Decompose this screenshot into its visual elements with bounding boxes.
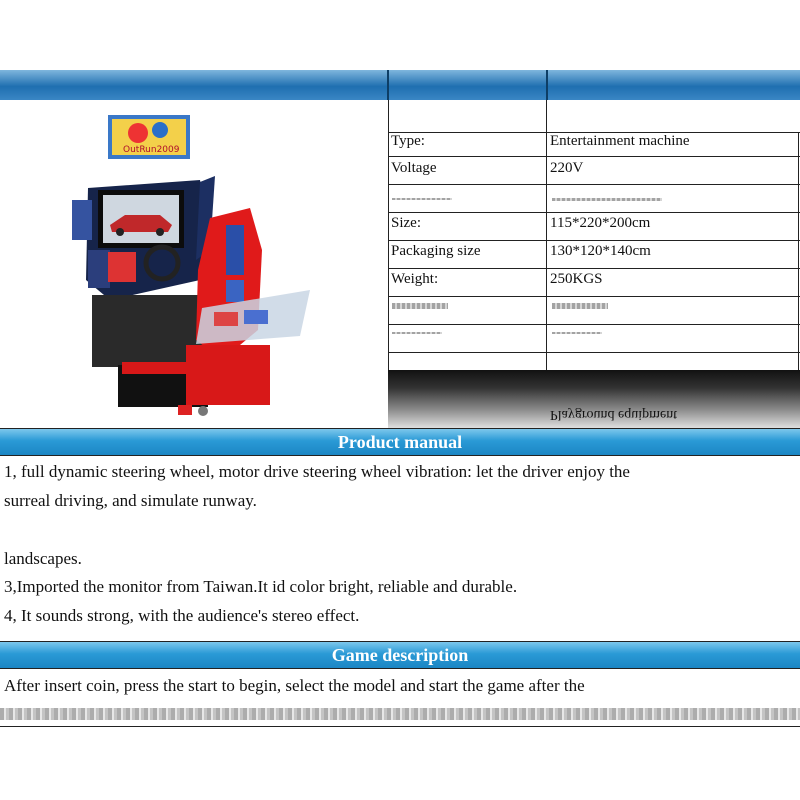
manual-line: surreal driving, and simulate runway.: [4, 491, 257, 510]
manual-line: landscapes.: [4, 549, 82, 568]
spec-label: Type:: [391, 133, 425, 149]
spec-table: [388, 100, 800, 428]
spec-label: Packaging size: [391, 243, 481, 259]
spec-value: 115*220*200cm: [550, 215, 651, 231]
header-band: [0, 70, 800, 100]
spec-row-packaging-size: [388, 240, 800, 268]
section-title: Game description: [331, 645, 469, 665]
spec-row-voltage: [388, 157, 800, 185]
product-sheet: [0, 70, 800, 730]
illegible-text: [392, 332, 442, 334]
product-photo: [0, 100, 387, 428]
game-description-heading: [0, 641, 800, 669]
marquee-text: OutRun2009: [123, 145, 180, 155]
game-description-line: After insert coin, press the start to begin, select the model and start the game after the: [4, 676, 585, 695]
spec-label: Voltage: [391, 160, 437, 176]
illegible-text: [392, 198, 452, 200]
manual-line: 1, full dynamic steering wheel, motor drive steering wheel vibration: let the driver enjoy the: [4, 462, 630, 481]
manual-line: 4, It sounds strong, with the audience's stereo effect.: [4, 606, 360, 625]
spec-row-type: [388, 130, 800, 158]
manual-line: 3,Imported the monitor from Taiwan.It id color bright, reliable and durable.: [4, 577, 518, 596]
spec-value: 220V: [550, 160, 584, 176]
illegible-text: [552, 303, 608, 309]
spec-label: Weight:: [391, 271, 439, 287]
spec-row-weight: [388, 268, 800, 296]
illegible-text: [552, 332, 602, 334]
spec-value: 130*120*140cm: [550, 243, 651, 259]
product-manual-heading: [0, 428, 800, 456]
arcade-machine-image: [0, 100, 387, 428]
spec-value: 250KGS: [550, 271, 603, 287]
spec-value: Entertainment machine: [550, 133, 690, 149]
spec-label: Size:: [391, 215, 421, 231]
section-title: Product manual: [337, 432, 463, 452]
illegible-text: [552, 198, 662, 201]
spec-row-size: [388, 212, 800, 240]
illegible-text: [392, 303, 448, 309]
illegible-footer: [0, 708, 800, 720]
reflected-text: Playground equipment: [550, 407, 678, 422]
